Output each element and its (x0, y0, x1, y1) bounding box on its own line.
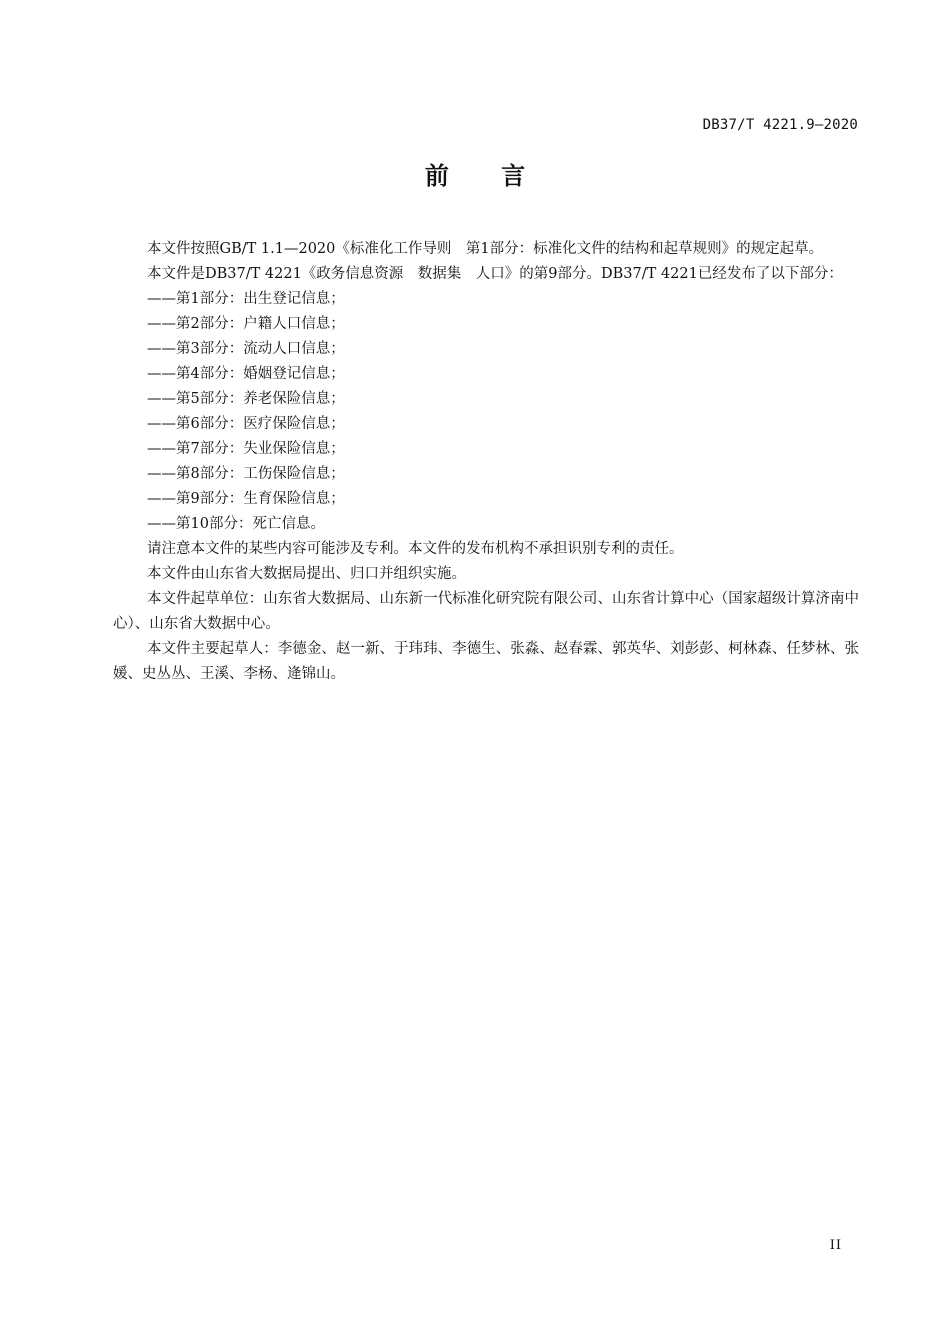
list-item: ——第3部分：流动人口信息； (147, 341, 345, 357)
paragraph-patent-notice: 请注意本文件的某些内容可能涉及专利。本文件的发布机构不承担识别专利的责任。 (147, 541, 684, 557)
list-item: ——第4部分：婚姻登记信息； (147, 366, 345, 382)
paragraph-drafting-units: 本文件起草单位：山东省大数据局、山东新一代标准化研究院有限公司、山东省计算中心（国家超级计算济南中心）、山东省大数据中心。 (113, 591, 859, 632)
section-title: 前 言 (424, 162, 548, 190)
paragraph-proposer: 本文件由山东省大数据局提出、归口并组织实施。 (147, 566, 466, 582)
document-code: DB37/T 4221.9—2020 (702, 117, 858, 133)
list-item: ——第5部分：养老保险信息； (147, 391, 345, 407)
paragraph-drafters: 本文件主要起草人：李德金、赵一新、于玮玮、李德生、张淼、赵春霖、郭英华、刘彭彭、柯林森、任梦林、张媛、史丛丛、王溪、李杨、逄锦山。 (113, 641, 859, 682)
list-item: ——第7部分：失业保险信息； (147, 441, 345, 457)
page-number: II (829, 1238, 842, 1253)
list-item: ——第9部分：生育保险信息； (147, 491, 345, 507)
list-item: ——第10部分：死亡信息。 (147, 516, 325, 532)
foreword-body (113, 237, 859, 687)
list-item: ——第8部分：工伤保险信息； (147, 466, 345, 482)
parts-list (113, 287, 859, 537)
list-item: ——第2部分：户籍人口信息； (147, 316, 345, 332)
paragraph-series-intro: 本文件是DB37/T 4221《政务信息资源 数据集 人口》的第9部分。DB37/T 4221已经发布了以下部分： (147, 266, 843, 282)
list-item: ——第1部分：出生登记信息； (147, 291, 345, 307)
list-item: ——第6部分：医疗保险信息； (147, 416, 345, 432)
paragraph-drafting-rules: 本文件按照GB/T 1.1—2020《标准化工作导则 第1部分：标准化文件的结构和起草规则》的规定起草。 (147, 241, 824, 257)
